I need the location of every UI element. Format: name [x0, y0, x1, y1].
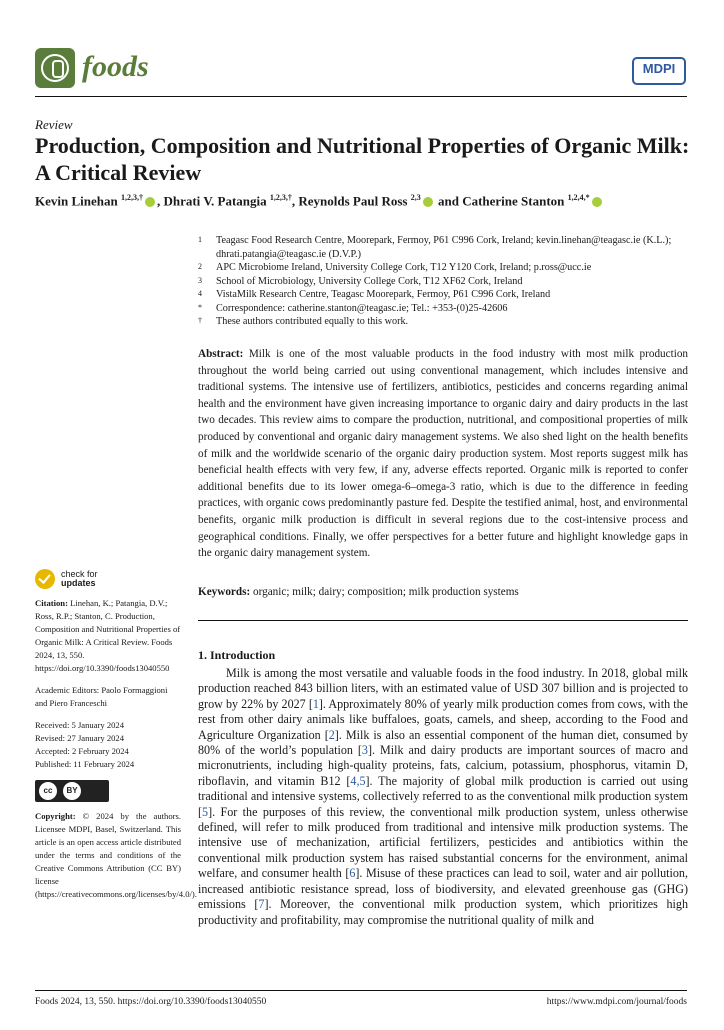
abstract-label: Abstract:: [198, 348, 244, 360]
intro-text: ]. Milk is also an essential component of the human diet, consumed by 80% of the world’s population [: [198, 727, 689, 758]
author-affil-sup: 1,2,4,*: [567, 193, 590, 202]
journal-name: foods: [82, 50, 149, 83]
orcid-icon[interactable]: [145, 197, 155, 207]
footer-journal-url[interactable]: https://www.mdpi.com/journal/foods: [546, 997, 687, 1007]
intro-text: Milk is among the most versatile and valuable foods in the food industry. In 2018, global milk production reached 843 billion liters, with an estimated value of USD 307 billion and is projected to grow by 22% by 2027 [: [198, 666, 688, 711]
intro-text: ]. Moreover, the conventional milk production system, which prioritizes high productivity and profitability, may compromise the nutritional quality of milk and: [198, 897, 689, 927]
copyright-text: © 2024 by the authors. Licensee MDPI, Basel, Switzerland. This article is an open access article distributed under the terms and conditions of the Creative Commons Attribution (CC BY) license (https://creativecommons.org/licenses/by/4.0/).: [35, 811, 197, 899]
section-heading: 1. Introduction: [198, 648, 276, 662]
footer-citation: Foods 2024, 13, 550. https://doi.org/10.3390/foods13040550: [35, 997, 267, 1007]
intro-text: ]. The majority of global milk production is carried out using traditional and intensive systems, collectively referred to as the conventional milk production system [: [198, 773, 689, 819]
keywords-label: Keywords:: [198, 586, 251, 598]
intro-text: ]. Misuse of these practices can lead to soil, water and air pollution, increased antibiotic resistance spread, loss of biodiversity, and elevated greenhouse gas (GHG) emissions [: [198, 866, 688, 912]
affiliation-item: 2 APC Microbiome Ireland, University College Cork, T12 Y120 Cork, Ireland; p.ross@ucc.ie: [198, 262, 592, 273]
abstract: [198, 346, 688, 562]
footer-divider: [35, 990, 687, 991]
accepted-date: Accepted: 2 February 2024: [35, 746, 129, 756]
author-name[interactable]: Catherine Stanton: [462, 193, 565, 209]
copyright-block: Copyright: © 2024 by the authors. Licensee MDPI, Basel, Switzerland. This article is an open access article distributed under the terms and conditions of the Creative Commons Attribution (CC BY) license (https://creativecommons.org/licenses/by/4.0/).: [35, 811, 197, 899]
intro-text: ]. Milk and dairy products are important sources of macro and micronutrients, including high-quality proteins, fats, calcium, potassium, phosphorus, vitamin D, riboflavin, and vitamin B12 [: [198, 743, 688, 788]
article-type: Review: [35, 117, 73, 132]
section-divider: [198, 620, 688, 621]
affiliation-item: 4 VistaMilk Research Centre, Teagasc Moorepark, Fermoy, P61 C996 Cork, Ireland: [198, 289, 551, 300]
keywords: [198, 586, 688, 598]
author-name[interactable]: Kevin Linehan: [35, 193, 118, 209]
reference-link[interactable]: 6: [349, 866, 356, 881]
author-sep: ,: [291, 193, 299, 209]
author-list: [35, 193, 695, 209]
check-updates-icon: [35, 569, 55, 589]
affiliation-item: 1 Teagasc Food Research Centre, Moorepark, Fermoy, P61 C996 Cork, Ireland; kevin.linehan@teagasc.ie (K.L.); dhrati.patangia@teagasc.ie (D.V.P.): [198, 235, 672, 260]
reference-link[interactable]: 4,5: [350, 773, 366, 788]
publisher-logo: MDPI: [632, 57, 686, 85]
intro-text: ]. For the purposes of this review, the conventional milk production system, unless otherwise defined, will refer to milk produced from traditional and intensive milk production systems. The intensive use of mechanization, artificial fertilizers, pesticides and antibiotics within the conventional milk production system has raised substantial concerns for the environment, animal welfare, and consumer health [: [198, 804, 688, 881]
correspondence: * Correspondence: catherine.stanton@teagasc.ie; Tel.: +353-(0)25-42606: [198, 302, 508, 314]
author-sep: and: [434, 193, 463, 209]
reference-link[interactable]: 5: [202, 804, 209, 819]
abstract-text: Milk is one of the most valuable products in the food industry with most milk production throughout the world being carried out using conventional management, which includes intensive and traditional systems. The intensive use of fertilizers, antibiotics, pesticides and concerns regarding animal health and the environment have given increasing importance to organic dairy and dairy products in the last two decades. This review aims to compare the production, nutritional, and compositional properties of milk produced by conventional and organic dairy management systems. We also shed light on the health benefits of milk and the worldwide scenario of the organic dairy production system. Most reports suggest milk has beneficial health effects with very few, if any, adverse effects reported. Organic milk is reported to confer additional benefits due to its lower omega-6–omega-3 ratio, which is due to the difference in feeding practices, with organic cows predominantly pasture fed. Despite the testified animal, host, and environmental benefits, organic milk production is difficult in several regions due to the cost-intensive process and geographical conditions. Finally, we offer perspectives for a better future and highlight knowledge gaps in the organic dairy management system.: [198, 348, 689, 560]
article-title: Production, Composition and Nutritional Properties of Organic Milk: A Critical Review: [35, 133, 690, 185]
affiliations: [198, 234, 688, 329]
intro-paragraph: [198, 666, 688, 928]
journal-logo-icon: [35, 48, 75, 88]
author-name[interactable]: Dhrati V. Patangia: [163, 193, 267, 209]
header-divider: [35, 96, 687, 97]
orcid-icon[interactable]: [423, 197, 433, 207]
reference-link[interactable]: 7: [258, 897, 265, 912]
author-sep: ,: [156, 193, 164, 209]
affiliation-item: 3 School of Microbiology, University College Cork, T12 XF62 Cork, Ireland: [198, 275, 523, 287]
article-sidebar: [35, 597, 197, 910]
reference-link[interactable]: 1: [312, 696, 319, 711]
received-date: Received: 5 January 2024: [35, 720, 125, 730]
intro-text: ]. Approximately 80% of yearly milk production comes from cows, with the rest from other dairy animals like buffaloes, goats, camels, and sheep, according to the Food and Agriculture Organization [: [198, 696, 688, 742]
author-affil-sup: 1,2,3,†: [269, 193, 292, 202]
reference-link[interactable]: 3: [361, 743, 368, 758]
published-date: Published: 11 February 2024: [35, 759, 135, 769]
citation-block: Citation: Linehan, K.; Patangia, D.V.; Ross, R.P.; Stanton, C. Production, Composition and Nutritional Properties of Organic Milk: A Critical Review. Foods 2024, 13, 550. https://doi.org/10.3390/foods13040550: [35, 598, 181, 673]
equal-contribution-note: † These authors contributed equally to this work.: [198, 316, 409, 327]
reference-link[interactable]: 2: [328, 727, 335, 742]
author-name[interactable]: Reynolds Paul Ross: [298, 193, 408, 209]
cc-by-license-icon[interactable]: cc BY: [35, 780, 109, 802]
academic-editors: Academic Editors: Paolo Formaggioni and Piero Franceschi: [35, 685, 168, 708]
citation-text: Linehan, K.; Patangia, D.V.; Ross, R.P.; Stanton, C. Production, Composition and Nutritional Properties of Organic Milk: A Critical Review. Foods 2024, 13, 550. https://doi.org/10.3390/foods13040550: [35, 598, 181, 673]
author-affil-sup: 1,2,3,†: [120, 193, 143, 202]
author-affil-sup: 2,3: [410, 193, 421, 202]
revised-date: Revised: 27 January 2024: [35, 733, 125, 743]
history-dates: [35, 719, 181, 771]
keywords-text: organic; milk; dairy; composition; milk production systems: [253, 586, 519, 598]
orcid-icon[interactable]: [592, 197, 602, 207]
